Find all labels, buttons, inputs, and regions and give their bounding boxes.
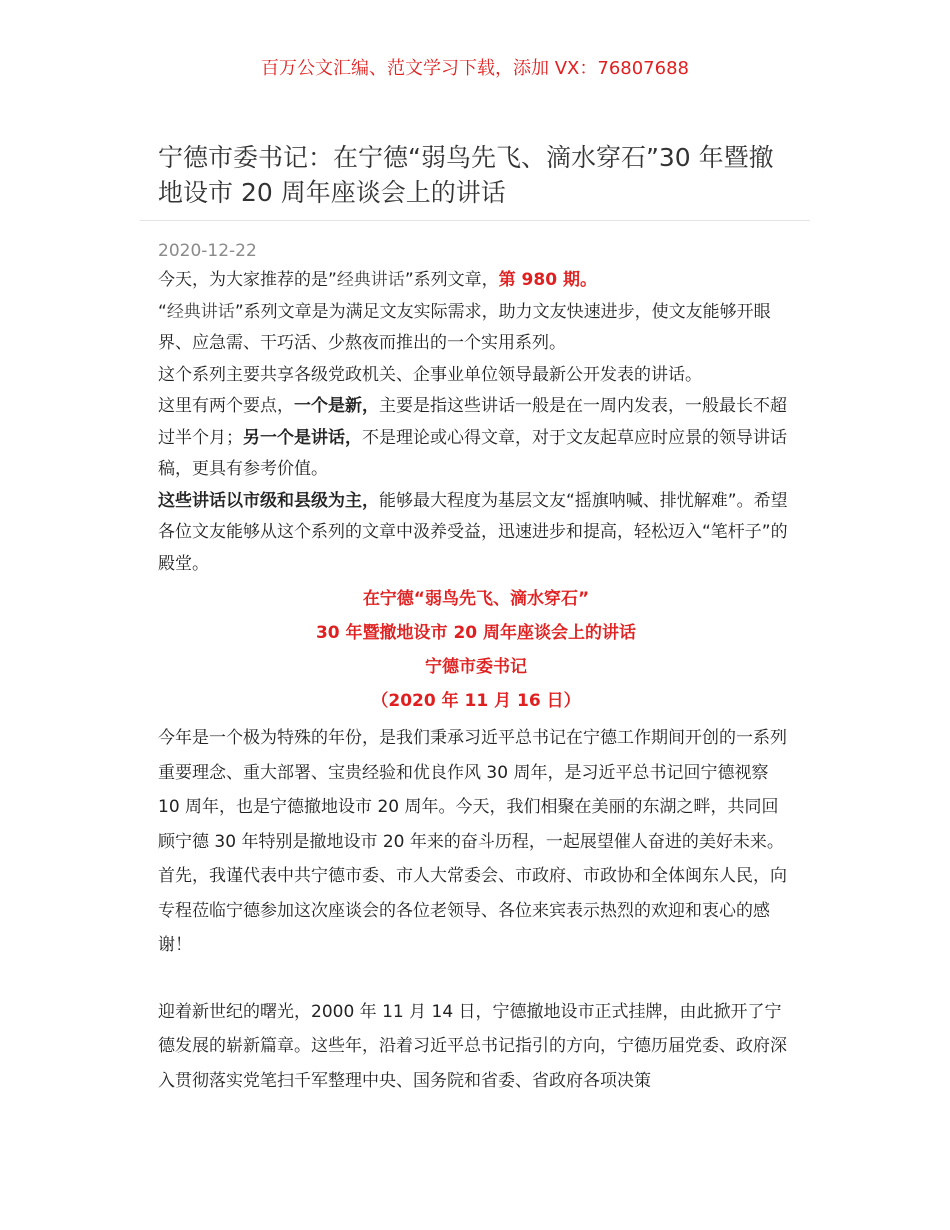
speech-speaker: 宁德市委书记 <box>425 657 527 677</box>
key-point-2: 另一个是讲话， <box>243 427 362 448</box>
intro-paragraph-4 <box>158 391 794 486</box>
promo-banner: 百万公文汇编、范文学习下载，添加 VX：76807688 <box>261 58 689 79</box>
intro-text: ”系列文章是为满足文友实际需求，助力文友快速进步，使文友能够开眼界、应急需、干巧活、少熬夜而推出的一个实用系列。 <box>158 301 771 353</box>
intro-text: 主要是指这些讲话一般是在一周内发表，一般最长不超过半个月； <box>158 396 787 448</box>
series-name: 经典讲话 <box>166 301 235 322</box>
article-body <box>158 265 794 1098</box>
speech-paragraph-2: 迎着新世纪的曙光，2000 年 11 月 14 日，宁德撤地设市正式挂牌，由此掀开了宁德发展的崭新篇章。这些年，沿着习近平总书记指引的方向，宁德历届党委、政府深入贯彻落实党笔扫千军整理中央、国务院和省委、省政府各项决策 <box>158 1001 787 1091</box>
speech-paragraph-1: 今年是一个极为特殊的年份，是我们秉承习近平总书记在宁德工作期间开创的一系列重要理念、重大部署、宝贵经验和优良作风 30 周年，是习近平总书记回宁德视察 10 周年，也是宁德撤地设市 20 周年。今天，我们相聚在美丽的东湖之畔，共同回顾宁德 30 年特别是撤地设市 20 年来的奋斗历程，一起展望催人奋进的美好未来。首先，我谨代表中共宁德市委、市人大常委会、市政府、市政协和全体闽东人民，向专程莅临宁德参加这次座谈会的各位老领导、各位来宾表示热烈的欢迎和衷心的感谢！ <box>158 728 787 955</box>
intro-paragraph-2 <box>158 297 794 360</box>
issue-number: 第 980 期。 <box>498 270 597 290</box>
speech-title-line-1: 在宁德“弱鸟先飞、滴水穿石” <box>362 589 590 609</box>
intro-paragraph-5 <box>158 486 794 581</box>
intro-text: 这里有两个要点， <box>158 396 294 416</box>
intro-paragraph-1 <box>158 265 794 297</box>
intro-paragraph-3: 这个系列主要共享各级党政机关、企事业单位领导最新公开发表的讲话。 <box>158 364 702 385</box>
speech-date: （2020 年 11 月 16 日） <box>371 691 581 711</box>
intro-text: 今天，为大家推荐的是” <box>158 270 337 290</box>
intro-text: 不是理论或心得文章，对于文友起草应时应景的领导讲话稿，更具有参考价值。 <box>158 427 787 479</box>
article-title: 宁德市委书记：在宁德“弱鸟先飞、滴水穿石”30 年暨撤地设市 20 周年座谈会上的讲话 <box>158 143 774 207</box>
speech-title-line-2: 30 年暨撤地设市 20 周年座谈会上的讲话 <box>315 623 637 643</box>
paragraph-gap <box>158 963 794 995</box>
key-point-3: 这些讲话以市级和县级为主， <box>158 490 379 511</box>
intro-text: “ <box>158 301 167 322</box>
intro-text: ”系列文章， <box>404 270 499 290</box>
intro-text: 能够最大程度为基层文友“摇旗呐喊、排忧解难”。希望各位文友能够从这个系列的文章中汲养受益，迅速进步和提高，轻松迈入“笔杆子”的殿堂。 <box>158 490 788 574</box>
title-divider <box>140 220 810 221</box>
publish-date: 2020-12-22 <box>158 241 257 261</box>
key-point-1: 一个是新， <box>294 396 379 416</box>
series-name: 经典讲话 <box>336 270 405 290</box>
